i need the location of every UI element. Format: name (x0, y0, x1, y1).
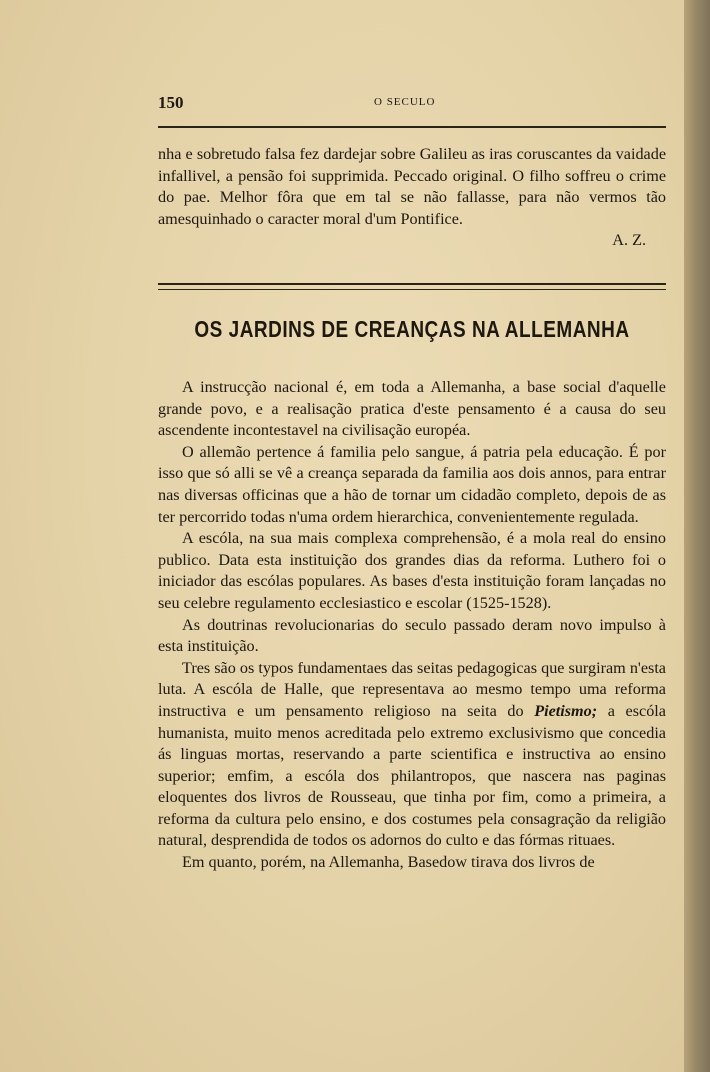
paragraph: A escóla, na sua mais complexa comprehensão, é a mola real do ensino publico. Data esta instituição dos grandes dias da reforma. Luthero foi o iniciador das escólas populares. As bases d'esta instituição foram lançadas no seu celebre regulamento ecclesiastico e escolar (1525-1528). (158, 529, 666, 612)
previous-article-ending (158, 144, 666, 252)
paragraph: O allemão pertence á familia pelo sangue, á patria pela educação. É por isso que só alli se vê a creança separada da familia aos dois annos, para entrar nas diversas officinas que a hão de tornar um cidadão completo, depois de as ter percorrido todas n'uma ordem hierarchica, convenientemente regulada. (158, 442, 666, 526)
article-body (158, 377, 666, 874)
page-header (158, 93, 666, 115)
paragraph: A instrucção nacional é, em toda a Allemanha, a base social d'aquelle grande povo, e a realisação pratica d'este pensamento é a causa do seu ascendente incontestavel na civilisação européa. (158, 378, 666, 440)
header-rule (158, 126, 666, 128)
running-head: O SECULO (374, 96, 436, 108)
paragraph-text: Tres são os typos fundamentaes das seitas pedagogicas que surgiram n'esta luta. A escóla de Halle, que representava ao mesmo tempo uma reforma instructiva e um pensamento religioso na seita do (158, 658, 666, 720)
previous-article-text: nha e sobretudo falsa fez dardejar sobre Galileu as iras coruscantes da vaidade infallivel, a pensão foi supprimida. Peccado original. O filho soffreu o crime do pae. Melhor fôra que em tal se não fallasse, para não vermos tão amesquinhado o caracter moral d'um Pontifice. (158, 145, 666, 228)
page-edge (684, 0, 710, 1072)
article-title: OS JARDINS DE CREANÇAS NA ALLEMANHA (194, 317, 630, 343)
paragraph: Em quanto, porém, na Allemanha, Basedow tirava dos livros de (182, 853, 595, 872)
paragraph (158, 658, 666, 852)
author-signature: A. Z. (612, 231, 646, 250)
page-number: 150 (158, 93, 184, 112)
italic-term: Pietismo; (534, 701, 598, 720)
section-divider-top (158, 283, 666, 285)
paragraph: As doutrinas revolucionarias do seculo passado deram novo impulso à esta instituição. (158, 615, 666, 656)
section-divider-bottom (158, 289, 666, 290)
paragraph-text: a escóla humanista, muito menos acreditada pelo extremo exclusivismo que concedia ás linguas mortas, reservando a parte scientifica e instructiva ao ensino superior; emfim, a escóla dos philantropos, que nascera nas paginas eloquentes dos livros de Rousseau, que tinha por fim, como a primeira, a reforma da cultura pelo ensino, e dos costumes pela consagração da religião natural, desprendida de todos os adornos do culto e das fórmas rituaes. (158, 701, 666, 850)
